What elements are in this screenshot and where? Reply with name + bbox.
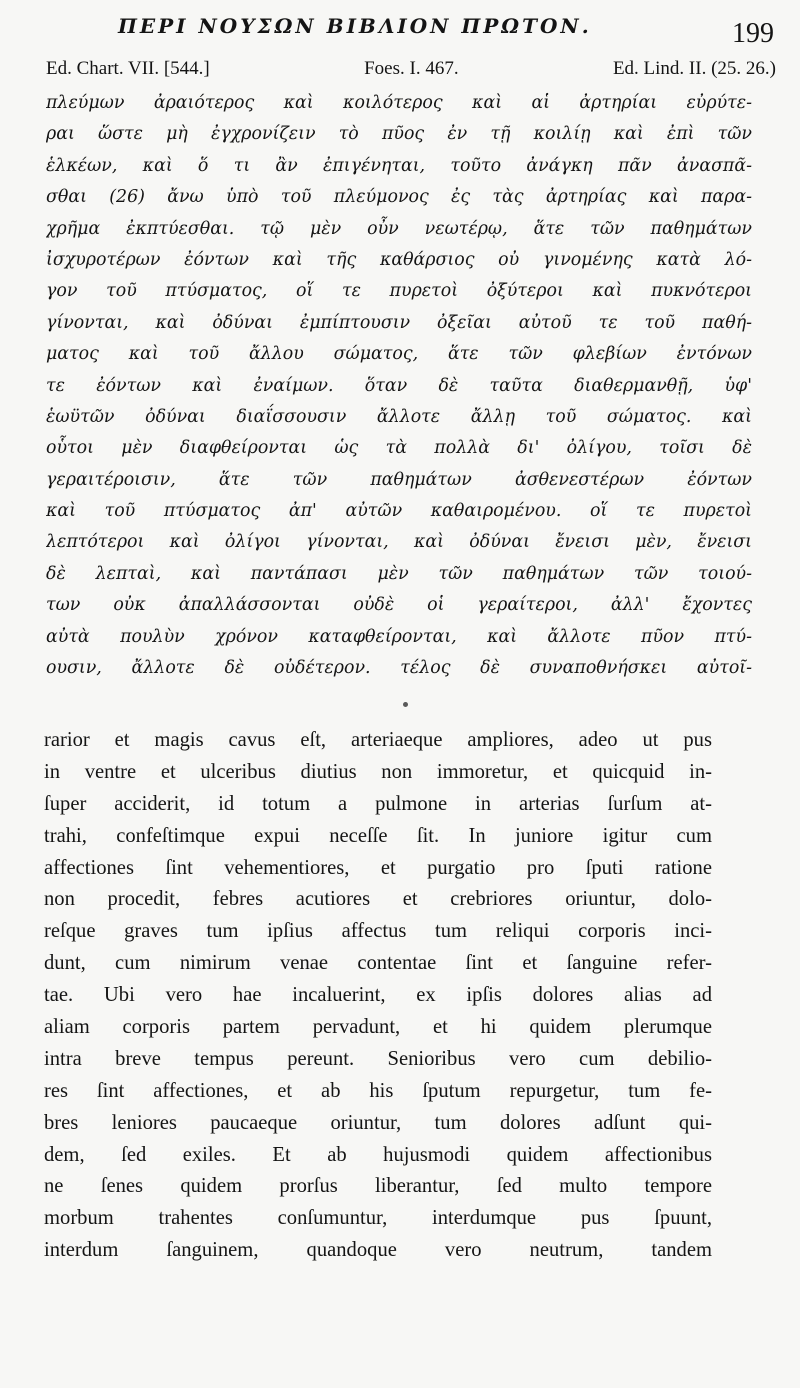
greek-text-line: αὐτὰ πουλὺν χρόνον καταφθείρονται, καὶ ἄλλοτε πῦον πτύ- [46, 626, 752, 647]
separator-dot [403, 702, 408, 707]
latin-text-line: reſque graves tum ipſius affectus tum reliqui corporis inci- [44, 920, 712, 943]
latin-text-line: dunt, cum nimirum venae contentae ſint et ſanguine refer- [44, 952, 712, 975]
greek-text-line: ἰσχυροτέρων ἐόντων καὶ τῆς καθάρσιος οὐ γινομένης κατὰ λό- [46, 249, 752, 270]
latin-text-line: ne ſenes quidem prorſus liberantur, ſed multo tempore [44, 1175, 712, 1198]
edition-chart: Ed. Chart. VII. [544.] [46, 58, 210, 79]
latin-text-line: bres leniores paucaeque oriuntur, tum dolores adſunt qui- [44, 1111, 712, 1134]
greek-text-line: οὗτοι μὲν διαφθείρονται ὡς τὰ πολλὰ δι' ὀλίγου, τοῖσι δὲ [46, 438, 752, 459]
latin-text-line: ſuper acciderit, id totum a pulmone in arterias ſurſum at- [44, 792, 712, 815]
greek-text-line: γεραιτέροισιν, ἅτε τῶν παθημάτων ἀσθενεστέρων ἐόντων [46, 469, 752, 490]
page-number: 199 [732, 18, 774, 49]
greek-text-line: τε ἐόντων καὶ ἐναίμων. ὅταν δὲ ταῦτα διαθερμανθῇ, ὑφ' [46, 375, 752, 396]
latin-text-line: morbum trahentes conſumuntur, interdumque pus ſpuunt, [44, 1207, 712, 1230]
latin-text-line: interdum ſanguinem, quandoque vero neutrum, tandem [44, 1239, 712, 1262]
greek-text-line: δὲ λεπταὶ, καὶ παντάπασι μὲν τῶν παθημάτων τῶν τοιού- [46, 563, 752, 584]
greek-text-line: ραι ὥστε μὴ ἐγχρονίζειν τὸ πῦος ἐν τῇ κοιλίῃ καὶ ἐπὶ τῶν [46, 124, 752, 145]
greek-text-line: ουσιν, ἄλλοτε δὲ οὐδέτερον. τέλος δὲ συναποθνήσκει αὐτοῖ- [46, 658, 752, 679]
latin-text-line: aliam corporis partem pervadunt, et hi quidem plerumque [44, 1016, 712, 1039]
edition-lind: Ed. Lind. II. (25. 26.) [612, 58, 776, 79]
latin-text-line: intra breve tempus pereunt. Senioribus vero cum debilio- [44, 1047, 712, 1070]
greek-text-line: σθαι (26) ἄνω ὑπὸ τοῦ πλεύμονος ἐς τὰς ἀρτηρίας καὶ παρα- [46, 187, 752, 208]
latin-text-line: non procedit, febres acutiores et crebriores oriuntur, dolo- [44, 888, 712, 911]
latin-text-line: rarior et magis cavus eſt, arteriaeque ampliores, adeo ut pus [44, 729, 712, 751]
greek-text-line: χρῆμα ἐκπτύεσθαι. τῷ μὲν οὖν νεωτέρῳ, ἅτε τῶν παθημάτων [46, 218, 752, 239]
edition-references [46, 58, 776, 80]
greek-text-line: ματος καὶ τοῦ ἄλλου σώματος, ἅτε τῶν φλεβίων ἐντόνων [46, 344, 752, 365]
greek-text-line: γίνονται, καὶ ὀδύναι ἐμπίπτουσιν ὀξεῖαι αὐτοῦ τε τοῦ παθή- [46, 312, 752, 333]
edition-foes: Foes. I. 467. [364, 58, 459, 79]
greek-text-line: λεπτότεροι καὶ ὀλίγοι γίνονται, καὶ ὀδύναι ἔνεισι μὲν, ἔνεισι [46, 532, 752, 553]
latin-translation-block [44, 725, 712, 1267]
greek-text-line: καὶ τοῦ πτύσματος ἀπ' αὐτῶν καθαιρομένου. οἵ τε πυρετοὶ [46, 501, 752, 522]
latin-text-line: affectiones ſint vehementiores, et purgatio pro ſputi ratione [44, 856, 712, 879]
running-head: ΠΕΡΙ ΝΟΥΣΩΝ ΒΙΒΛΙΟΝ ΠΡΩΤΟΝ. [118, 14, 592, 38]
greek-text-line: ἑωϋτῶν ὀδύναι διαΐσσουσιν ἄλλοτε ἄλλῃ τοῦ σώματος. καὶ [46, 406, 752, 427]
greek-text-line: πλεύμων ἀραιότερος καὶ κοιλότερος καὶ αἱ ἀρτηρίαι εὐρύτε- [46, 93, 752, 113]
latin-text-line: dem, ſed exiles. Et ab hujusmodi quidem affectionibus [44, 1143, 712, 1166]
greek-text-line: γον τοῦ πτύσματος, οἵ τε πυρετοὶ ὀξύτεροι καὶ πυκνότεροι [46, 281, 752, 302]
greek-text-line: των οὐκ ἀπαλλάσσονται οὐδὲ οἱ γεραίτεροι, ἀλλ' ἔχοντες [46, 595, 752, 616]
latin-text-line: tae. Ubi vero hae incaluerint, ex ipſis dolores alias ad [44, 984, 712, 1007]
latin-text-line: trahi, confeſtimque expui neceſſe ſit. In juniore igitur cum [44, 824, 712, 847]
greek-text-block [46, 88, 752, 684]
latin-text-line: res ſint affectiones, et ab his ſputum repurgetur, tum fe- [44, 1079, 712, 1102]
greek-text-line: ἑλκέων, καὶ ὅ τι ἂν ἐπιγένηται, τοῦτο ἀνάγκη πᾶν ἀνασπᾶ- [46, 155, 752, 176]
latin-text-line: in ventre et ulceribus diutius non immoretur, et quicquid in- [44, 760, 712, 783]
